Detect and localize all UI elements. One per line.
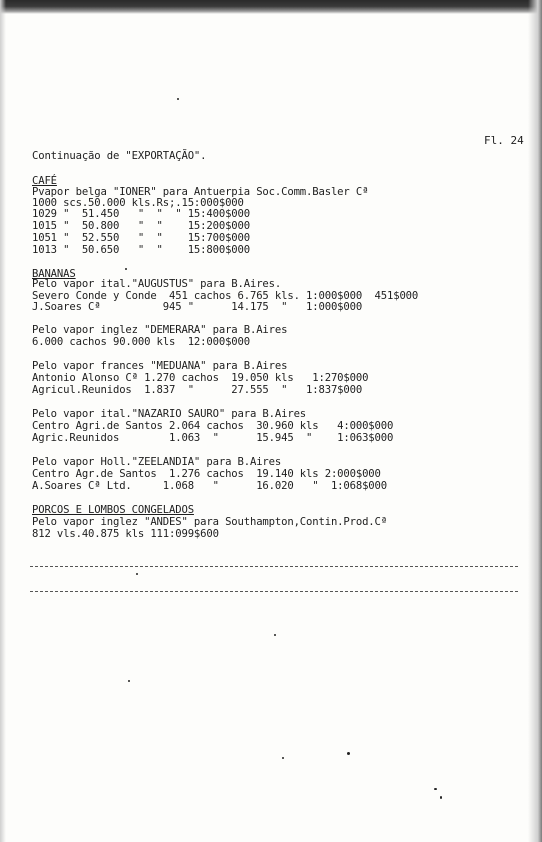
text-line: Severo Conde y Conde 451 cachos 6.765 kls. 1:000$000 451$000 bbox=[32, 290, 419, 302]
text-line: J.Soares Cª 945 " 14.175 " 1:000$000 bbox=[32, 301, 363, 313]
text-line: Pelo vapor ital."AUGUSTUS" para B.Aires. bbox=[32, 278, 282, 290]
scan-right-edge bbox=[528, 0, 542, 842]
text-line: A.Soares Cª Ltd. 1.068 " 16.020 " 1:068$000 bbox=[32, 480, 387, 492]
ink-speck bbox=[177, 98, 179, 100]
ink-speck bbox=[440, 796, 442, 799]
ink-speck bbox=[125, 268, 127, 270]
ink-speck bbox=[274, 634, 276, 636]
text-line: Antonio Alonso Cª 1.270 cachos 19.050 kls 1:270$000 bbox=[32, 372, 369, 384]
ruled-line bbox=[30, 566, 518, 567]
section-title-cafe: CAFÉ bbox=[32, 175, 57, 187]
section-title-bananas: BANANAS bbox=[32, 268, 76, 280]
ink-speck bbox=[128, 680, 130, 682]
text-line: Pelo vapor inglez "DEMERARA" para B.Aires bbox=[32, 324, 288, 336]
text-line: 812 vls.40.875 kls 111:099$600 bbox=[32, 528, 219, 540]
text-line: 1015 " 50.800 " " 15:200$000 bbox=[32, 220, 250, 232]
text-line: 1000 scs.50.000 kls.Rs;.15:000$000 bbox=[32, 197, 244, 209]
text-line: Pvapor belga "IONER" para Antuerpia Soc.Comm.Basler Cª bbox=[32, 186, 369, 198]
text-line: Pelo vapor Holl."ZEELANDIA" para B.Aires bbox=[32, 456, 282, 468]
ink-speck bbox=[434, 788, 437, 790]
text-line: 1029 " 51.450 " " " 15:400$000 bbox=[32, 208, 250, 220]
text-line: 1013 " 50.650 " " 15:800$000 bbox=[32, 244, 250, 256]
scan-top-border bbox=[0, 0, 542, 14]
text-line: 6.000 cachos 90.000 kls 12:000$000 bbox=[32, 336, 250, 348]
ink-speck bbox=[347, 752, 350, 755]
ink-speck bbox=[282, 757, 284, 759]
text-line: Agricul.Reunidos 1.837 " 27.555 " 1:837$000 bbox=[32, 384, 363, 396]
text-line: Agric.Reunidos 1.063 " 15.945 " 1:063$000 bbox=[32, 432, 394, 444]
ruled-line bbox=[30, 591, 518, 592]
continuation-header: Continuação de "EXPORTAÇÃO". bbox=[32, 150, 207, 162]
text-line: 1051 " 52.550 " " 15:700$000 bbox=[32, 232, 250, 244]
scan-left-edge bbox=[0, 0, 6, 842]
text-line: Centro Agri.de Santos 2.064 cachos 30.960 kls 4:000$000 bbox=[32, 420, 394, 432]
text-line: Centro Agr.de Santos 1.276 cachos 19.140 kls 2:000$000 bbox=[32, 468, 381, 480]
text-line: Pelo vapor frances "MEDUANA" para B.Aires bbox=[32, 360, 288, 372]
ink-speck bbox=[136, 573, 138, 575]
section-title-porcos: PORCOS E LOMBOS CONGELADOS bbox=[32, 504, 194, 516]
folio-number: Fl. 24 bbox=[484, 134, 524, 147]
text-line: Pelo vapor ital."NAZARIO SAURO" para B.Aires bbox=[32, 408, 307, 420]
text-line: Pelo vapor inglez "ANDES" para Southampton,Contin.Prod.Cª bbox=[32, 516, 387, 528]
